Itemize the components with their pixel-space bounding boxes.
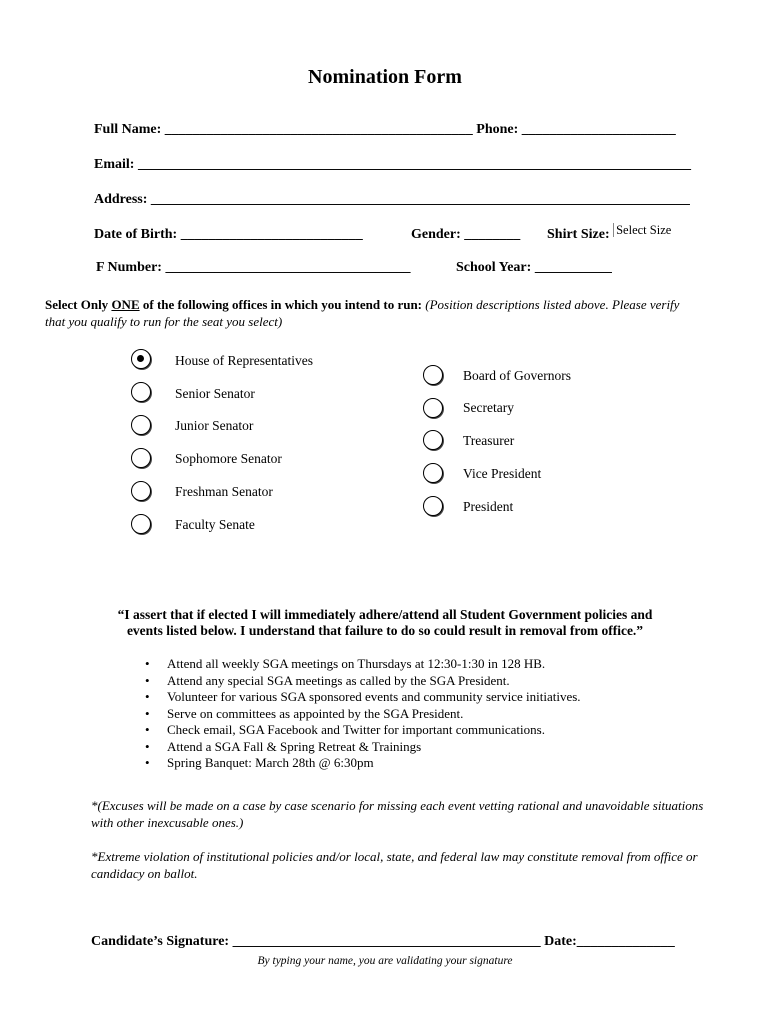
- address-row: [94, 192, 690, 208]
- option-label: Faculty Senate: [175, 517, 255, 532]
- radio-selected-dot: [137, 355, 144, 362]
- bullet-icon: •: [145, 705, 150, 721]
- full-name-row: [94, 122, 676, 138]
- date-label: Date:: [544, 934, 577, 949]
- dob-label: Date of Birth:: [94, 227, 178, 242]
- instruction-note-2: that you qualify to run for the seat you select): [45, 314, 283, 329]
- excuses-note: *(Excuses will be made on a case by case scenario for missing each event vetting rational and unavoidable situations with other inexcusable ones.): [91, 798, 704, 830]
- radio-secretary[interactable]: [423, 398, 443, 418]
- phone-label: Phone:: [476, 122, 519, 137]
- signature-note: By typing your name, you are validating your signature: [257, 955, 513, 967]
- violation-note: *Extreme violation of institutional policies and/or local, state, and federal law may constitute removal from office or candidacy on ballot.: [91, 849, 698, 881]
- option-label: House of Representatives: [175, 353, 313, 368]
- gender-row: [411, 227, 520, 243]
- radio-junior-senator[interactable]: [131, 415, 151, 435]
- assertion-line-2: events listed below. I understand that failure to do so could result in removal from office.”: [126, 623, 644, 638]
- list-item: • Serve on committees as appointed by the SGA President.: [145, 705, 464, 721]
- phone-field[interactable]: ______________________: [521, 122, 676, 137]
- option-label: Vice President: [463, 466, 542, 481]
- radio-faculty-senate[interactable]: [131, 514, 151, 534]
- email-label: Email:: [94, 157, 135, 172]
- list-item: • Attend all weekly SGA meetings on Thursdays at 12:30-1:30 in 128 HB.: [145, 656, 546, 671]
- radio-president[interactable]: [423, 496, 443, 516]
- option-label: Treasurer: [463, 433, 515, 448]
- option-label: President: [463, 499, 514, 514]
- signature-label: Candidate’s Signature:: [91, 934, 230, 949]
- bullet-icon: •: [145, 672, 150, 688]
- shirt-size-row: [547, 223, 672, 243]
- school-year-label: School Year:: [456, 260, 532, 275]
- instruction-suffix: of the following offices in which you intend to run:: [142, 297, 423, 312]
- list-item: • Attend any special SGA meetings as called by the SGA President.: [145, 672, 510, 688]
- fnumber-row: [96, 260, 410, 276]
- radio-senior-senator[interactable]: [131, 382, 151, 402]
- email-field[interactable]: _______________________________________________________________________________: [137, 157, 691, 172]
- bullet-icon: •: [145, 738, 150, 754]
- bullet-icon: •: [145, 689, 150, 704]
- radio-sophomore-senator[interactable]: [131, 448, 151, 468]
- page-title: Nomination Form: [308, 66, 462, 88]
- bullet-icon: •: [145, 755, 150, 770]
- office-instructions: [45, 296, 679, 330]
- list-item: • Spring Banquet: March 28th @ 6:30pm: [145, 755, 374, 770]
- bullet-icon: •: [145, 722, 150, 737]
- assertion-line-1: “I assert that if elected I will immediately adhere/attend all Student Government policies and: [117, 607, 653, 622]
- fnumber-label: F Number:: [96, 260, 162, 275]
- option-label: Freshman Senator: [175, 484, 273, 499]
- signature-field[interactable]: ____________________________________________: [232, 934, 541, 949]
- option-label: Junior Senator: [175, 418, 254, 433]
- full-name-field[interactable]: ____________________________________________: [164, 122, 473, 137]
- option-label: Sophomore Senator: [175, 451, 282, 466]
- fnumber-field[interactable]: ___________________________________: [165, 260, 411, 275]
- address-label: Address:: [94, 192, 148, 207]
- shirt-size-label: Shirt Size:: [547, 227, 610, 242]
- radio-house-of-representatives[interactable]: [131, 349, 151, 369]
- option-label: Secretary: [463, 400, 514, 415]
- school-year-row: [456, 260, 612, 276]
- radio-vice-president[interactable]: [423, 463, 443, 483]
- dob-field[interactable]: __________________________: [180, 227, 363, 242]
- radio-freshman-senator[interactable]: [131, 481, 151, 501]
- bullet-icon: •: [145, 656, 150, 671]
- requirements-list: [145, 656, 581, 772]
- address-field[interactable]: _____________________________________________________________________________: [150, 192, 690, 207]
- radio-board-of-governors[interactable]: [423, 365, 443, 385]
- option-label: Board of Governors: [463, 368, 571, 383]
- full-name-label: Full Name:: [94, 122, 162, 137]
- radio-treasurer[interactable]: [423, 430, 443, 450]
- list-item: • Check email, SGA Facebook and Twitter for important communications.: [145, 722, 545, 737]
- gender-label: Gender:: [411, 227, 461, 242]
- date-field[interactable]: ______________: [576, 934, 675, 949]
- shirt-size-select[interactable]: Select Size: [613, 223, 671, 237]
- instruction-prefix: Select Only: [45, 297, 109, 312]
- option-label: Senior Senator: [175, 386, 255, 401]
- gender-field[interactable]: ________: [464, 227, 521, 242]
- instruction-note: (Position descriptions listed above. Please verify: [425, 297, 680, 312]
- instruction-one: ONE: [111, 297, 140, 312]
- list-item: • Attend a SGA Fall & Spring Retreat & Trainings: [145, 738, 422, 754]
- school-year-field[interactable]: ___________: [534, 260, 612, 275]
- signature-row: [91, 934, 675, 950]
- dob-row: [94, 227, 363, 243]
- email-row: [94, 157, 691, 173]
- list-item: • Volunteer for various SGA sponsored events and community service initiatives.: [145, 689, 581, 704]
